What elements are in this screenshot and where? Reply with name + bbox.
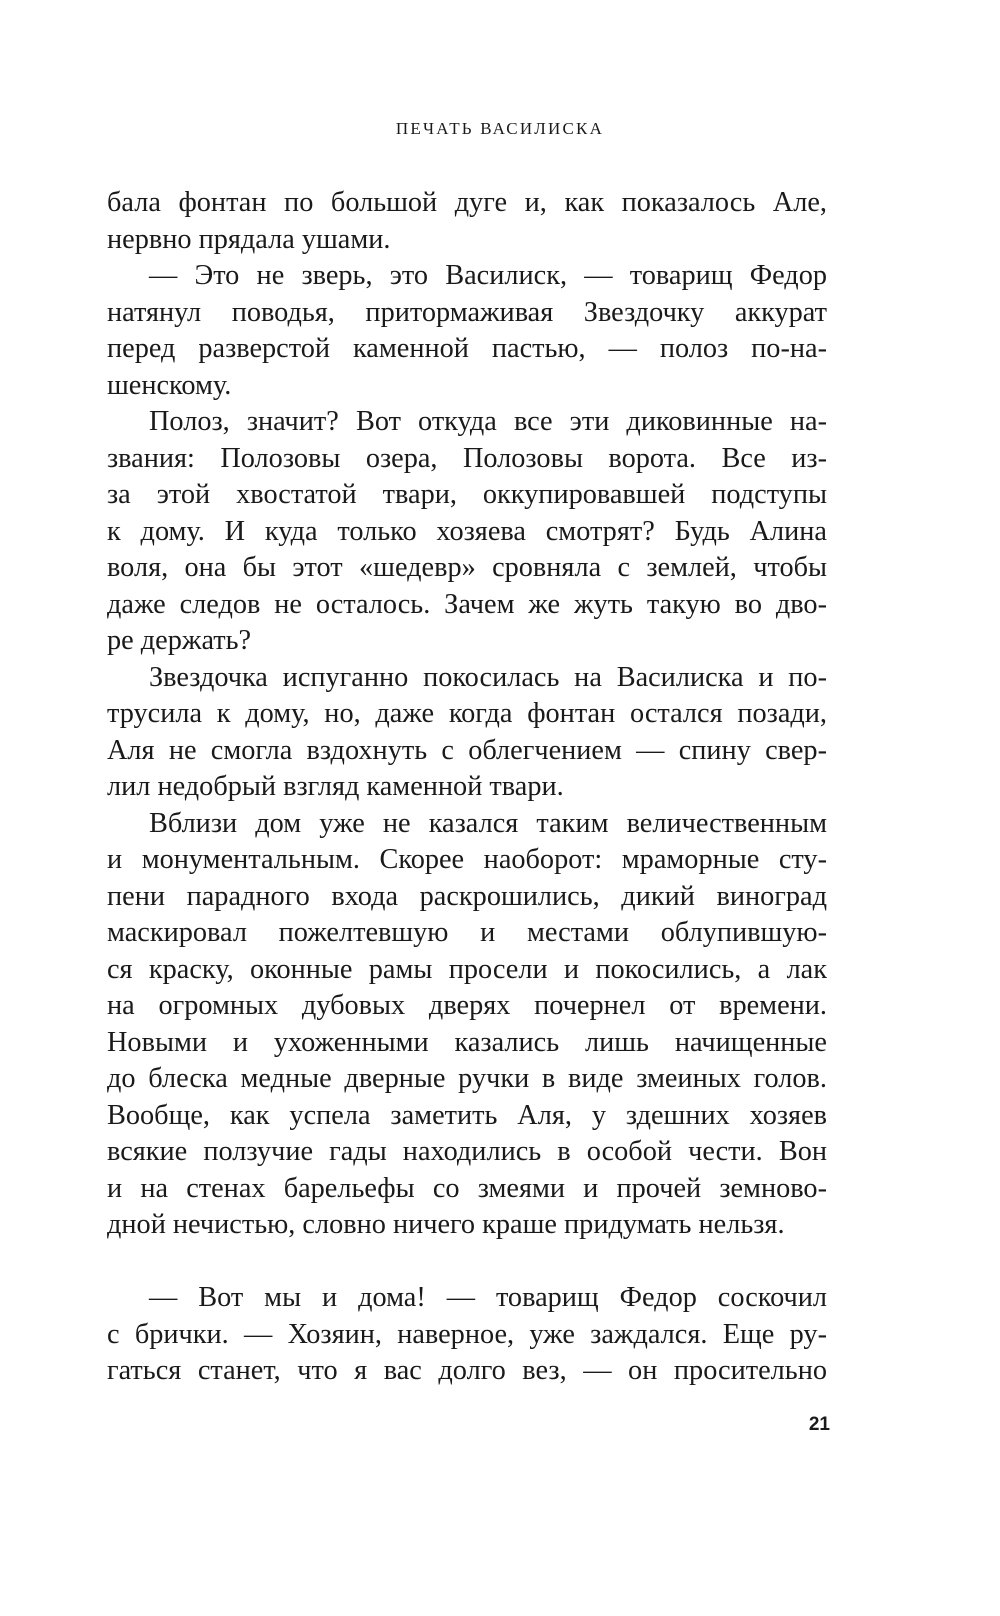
text-line: Звездочка испуганно покосилась на Василиска и по-: [149, 661, 827, 693]
paragraph: [107, 185, 827, 258]
text-line: трусила к дому, но, даже когда фонтан остался позади,: [107, 698, 827, 729]
text-line: бала фонтан по большой дуге и, как показалось Але,: [107, 187, 827, 218]
text-line: к дому. И куда только хозяева смотрят? Будь Алина: [107, 515, 827, 547]
text-line: нервно прядала ушами.: [107, 223, 391, 255]
text-line: воля, она бы этот «шедевр» сровняла с землей, чтобы: [107, 552, 827, 583]
body-text: [107, 185, 827, 1390]
paragraph: [107, 404, 827, 660]
text-line: Новыми и ухоженными казались лишь начищенные: [107, 1026, 827, 1058]
text-line: шенскому.: [107, 369, 232, 401]
text-line: до блеска медные дверные ручки в виде змеиных голов.: [107, 1063, 827, 1094]
text-line: Полоз, значит? Вот откуда все эти диковинные на-: [149, 406, 827, 437]
running-head: ПЕЧАТЬ ВАСИЛИСКА: [395, 119, 605, 138]
paragraph: [107, 806, 827, 1244]
text-line: маскировал пожелтевшую и местами облупившую-: [107, 917, 827, 948]
text-line: — Вот мы и дома! — товарищ Федор соскочил: [149, 1282, 827, 1313]
text-line: с брички. — Хозяин, наверное, уже заждался. Еще ру-: [107, 1318, 827, 1350]
text-line: звания: Полозовы озера, Полозовы ворота. Все из-: [107, 442, 827, 474]
text-line: за этой хвостатой твари, оккупировавшей подступы: [107, 479, 827, 510]
text-line: на огромных дубовых дверях почернел от времени.: [107, 990, 827, 1021]
paragraph: [107, 258, 827, 404]
text-line: всякие ползучие гады находились в особой чести. Вон: [107, 1136, 827, 1167]
text-line: ре держать?: [107, 625, 252, 656]
text-line: натянул поводья, притормаживая Звездочку аккурат: [107, 296, 827, 328]
text-line: Вблизи дом уже не казался таким величественным: [149, 807, 827, 839]
paragraph: [107, 1280, 827, 1390]
text-line: Вообще, как успела заметить Аля, у здешних хозяев: [107, 1099, 827, 1131]
text-line: Аля не смогла вздохнуть с облегчением — спину свер-: [107, 734, 827, 766]
text-line: лил недобрый взгляд каменной твари.: [107, 771, 564, 802]
text-line: ся краску, оконные рамы просели и покосились, а лак: [107, 953, 827, 985]
text-line: даже следов не осталось. Зачем же жуть такую во дво-: [107, 588, 827, 620]
text-line: перед разверстой каменной пастью, — полоз по-на-: [107, 333, 827, 364]
text-line: гаться станет, что я вас долго вез, — он просительно: [107, 1355, 827, 1386]
text-line: дной нечистью, словно ничего краше придумать нельзя.: [107, 1209, 785, 1240]
text-line: и монументальным. Скорее наоборот: мраморные сту-: [107, 844, 827, 875]
text-line: пени парадного входа раскрошились, дикий виноград: [107, 880, 827, 912]
page-number: 21: [808, 1414, 830, 1435]
text-line: — Это не зверь, это Василиск, — товарищ Федор: [149, 260, 827, 291]
section-break: [107, 1244, 827, 1281]
text-line: и на стенах барельефы со змеями и прочей земново-: [107, 1172, 827, 1204]
paragraph: [107, 660, 827, 806]
